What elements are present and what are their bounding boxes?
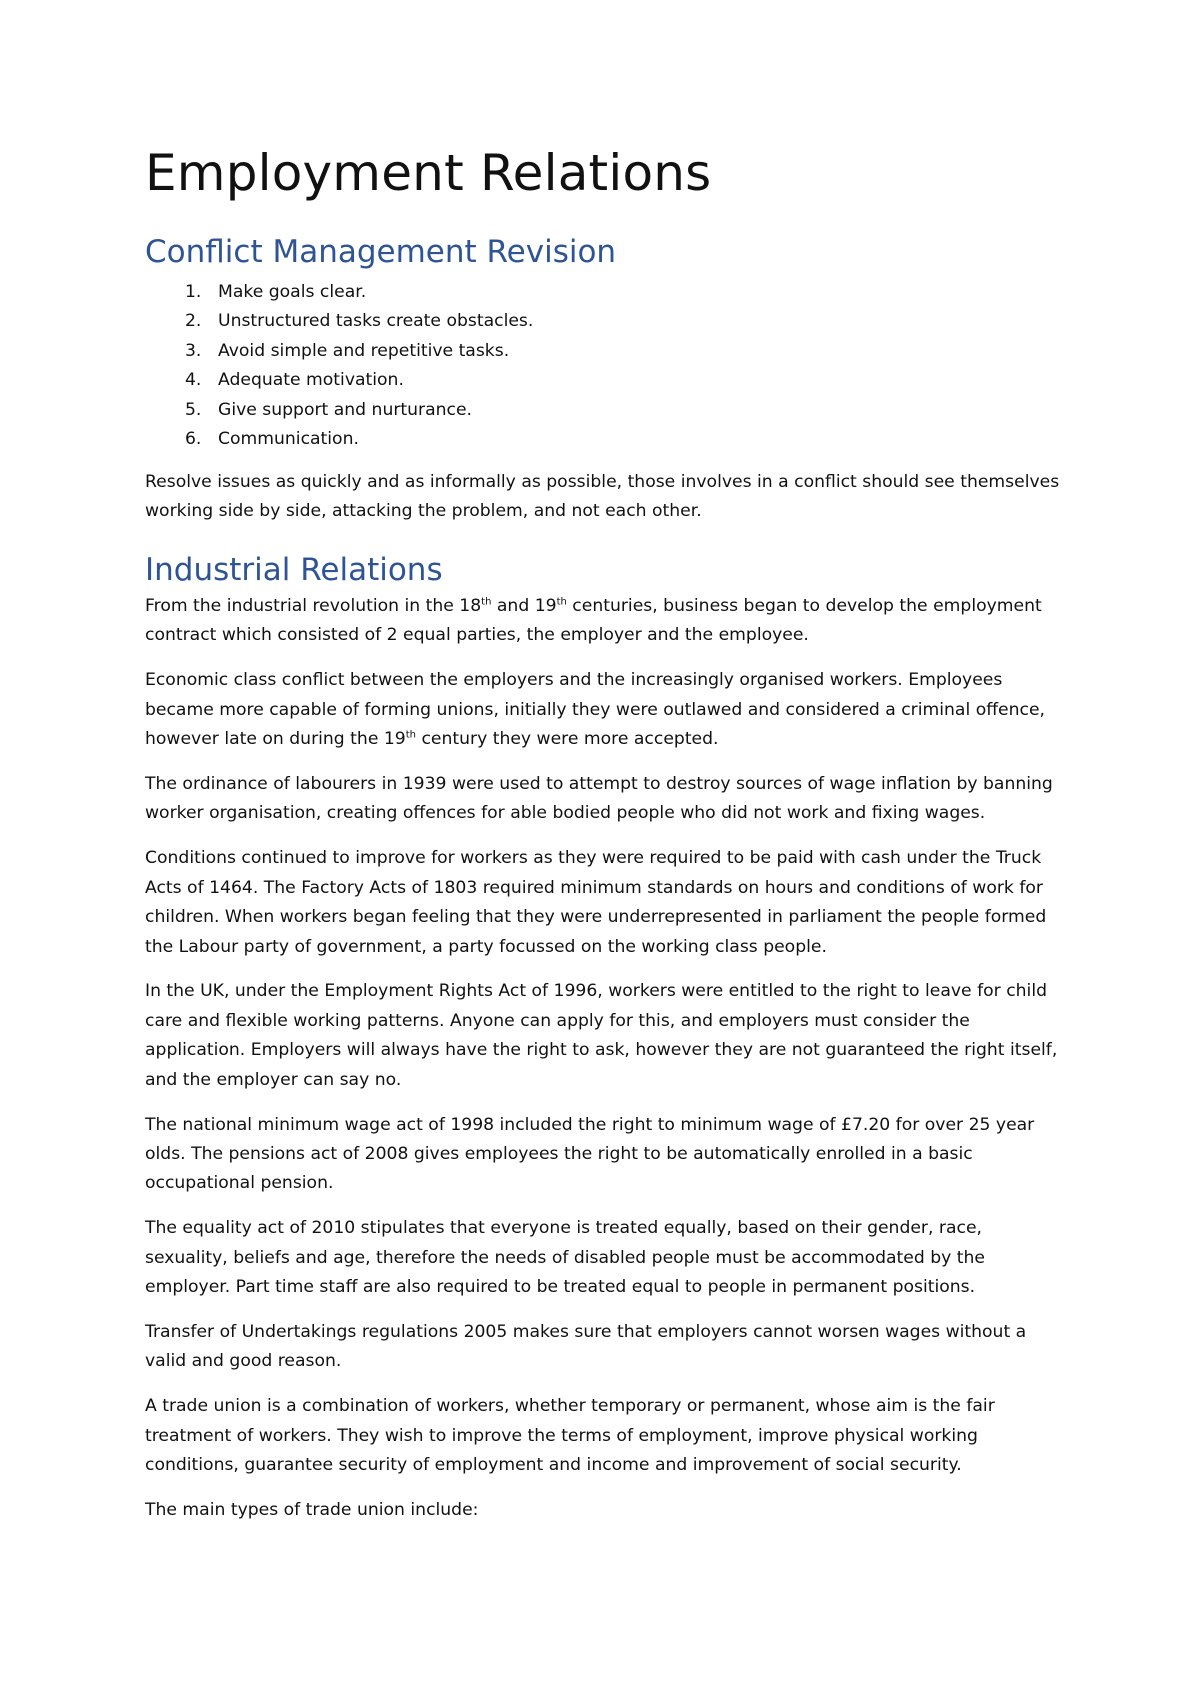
list-item (145, 366, 1065, 395)
list-item (145, 307, 1065, 336)
section-heading-industrial-relations: Industrial Relations (145, 552, 443, 588)
list-item (145, 337, 1065, 366)
list-item-text: Make goals clear. (218, 282, 367, 302)
paragraph: The main types of trade union include: (145, 1500, 479, 1521)
paragraph: Transfer of Undertakings regulations 2005 makes sure that employers cannot worsen wages without a valid and good reason. (145, 1322, 1027, 1372)
text-run: Economic class conflict between the employers and the increasingly organised workers. Employees became more capable of forming unions, initially they were outlawed and considered a criminal offence, however late on during the 19 (145, 670, 1046, 750)
text-run: From the industrial revolution in the 18 (145, 596, 482, 616)
paragraph: The national minimum wage act of 1998 included the right to minimum wage of £7.20 for over 25 year olds. The pensions act of 2008 gives employees the right to be automatically enrolled in a basic occupational pension. (145, 1114, 1035, 1194)
paragraph: The ordinance of labourers in 1939 were used to attempt to destroy sources of wage inflation by banning worker organisation, creating offences for able bodied people who did not work and fixing wages. (145, 774, 1053, 824)
list-item (145, 278, 1065, 307)
paragraph (145, 666, 1070, 754)
paragraph: A trade union is a combination of workers, whether temporary or permanent, whose aim is the fair treatment of workers. They wish to improve the terms of employment, improve physical working conditions, guarantee security of employment and income and improvement of social security. (145, 1396, 995, 1476)
section-heading-conflict-management: Conflict Management Revision (145, 234, 617, 270)
list-item-number: 6. (185, 429, 202, 450)
text-run: and 19 (491, 596, 557, 616)
list-item-text: Adequate motivation. (218, 370, 404, 391)
superscript: th (556, 596, 567, 608)
list-item-text: Communication. (218, 429, 359, 450)
superscript: th (481, 596, 492, 608)
text-run: century they were more accepted. (416, 729, 719, 750)
superscript: th (405, 729, 416, 741)
list-item-text: Unstructured tasks create obstacles. (218, 311, 534, 332)
list-item-number: 1. (185, 282, 202, 302)
paragraph: In the UK, under the Employment Rights Act of 1996, workers were entitled to the right to leave for child care and flexible working patterns. Anyone can apply for this, and employers must consider the application. Employers will always have the right to ask, however they are not guaranteed the right itself, and the employer can say no. (145, 981, 1058, 1090)
paragraph: Resolve issues as quickly and as informally as possible, those involves in a conflict should see themselves working side by side, attacking the problem, and not each other. (145, 472, 1060, 522)
conflict-management-list (145, 278, 1065, 454)
list-item-number: 3. (185, 340, 202, 361)
list-item-number: 4. (185, 370, 202, 391)
list-item (145, 425, 1065, 454)
paragraph: Conditions continued to improve for workers as they were required to be paid with cash under the Truck Acts of 1464. The Factory Acts of 1803 required minimum standards on hours and conditions of work for children. When workers began feeling that they were underrepresented in parliament the people formed the Labour party of government, a party focussed on the working class people. (145, 848, 1047, 957)
list-item-number: 2. (185, 311, 202, 332)
conflict-management-body (145, 468, 1070, 542)
list-item-text: Give support and nurturance. (218, 399, 473, 420)
paragraph: The equality act of 2010 stipulates that everyone is treated equally, based on their gender, race, sexuality, beliefs and age, therefore the needs of disabled people must be accommodated by the employer. Part time staff are also required to be treated equal to people in permanent positions. (145, 1218, 985, 1298)
paragraph (145, 592, 1070, 651)
text-run: centuries, business began to develop the employment contract which consisted of 2 equal parties, the employer and the employee. (145, 596, 1042, 646)
page-title: Employment Relations (145, 144, 712, 202)
list-item-number: 5. (185, 399, 202, 420)
list-item (145, 396, 1065, 425)
industrial-relations-body (145, 592, 1070, 1541)
list-item-text: Avoid simple and repetitive tasks. (218, 340, 510, 361)
